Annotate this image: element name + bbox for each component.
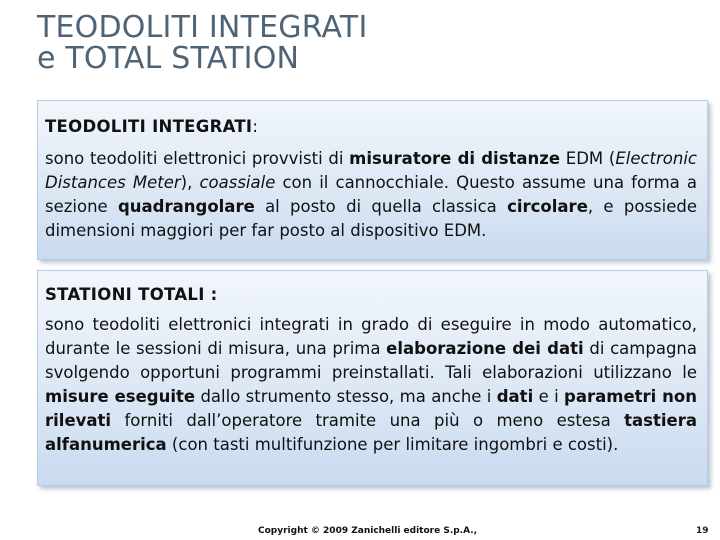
page-number: 19	[696, 526, 709, 536]
total-stations-box	[37, 270, 708, 486]
integrated-theodolites-box	[37, 100, 708, 260]
integrated-theodolites-heading: TEODOLITI INTEGRATI:	[45, 117, 259, 136]
integrated-theodolites-text: sono teodoliti elettronici provvisti di misuratore di distanze EDM (Electronic Distances Meter), coassiale con il cannocchiale. Questo assume una forma a sezione quadrangolare al posto di quella classica circolare, e possiede dimensioni maggiori per far posto al dispositivo EDM.	[45, 149, 698, 240]
slide-title	[37, 12, 368, 74]
total-stations-text: sono teodoliti elettronici integrati in grado di eseguire in modo automatico, durante le sessioni di misura, una prima elaborazione dei dati di campagna svolgendo opportuni programmi preinstallati. Tali elaborazioni utilizzano le misure eseguite dallo strumento stesso, ma anche i dati e i parametri non rilevati forniti dall’operatore tramite una più o meno estesa tastiera alfanumerica (con tasti multifunzione per limitare ingombri e costi).	[45, 315, 697, 454]
slide-title-line-1: TEODOLITI INTEGRATI	[37, 10, 368, 45]
slide-title-line-2: e TOTAL STATION	[37, 41, 300, 76]
footer-copyright: Copyright © 2009 Zanichelli editore S.p.A.,	[258, 526, 478, 536]
total-stations-heading: STATIONI TOTALI :	[45, 285, 218, 304]
